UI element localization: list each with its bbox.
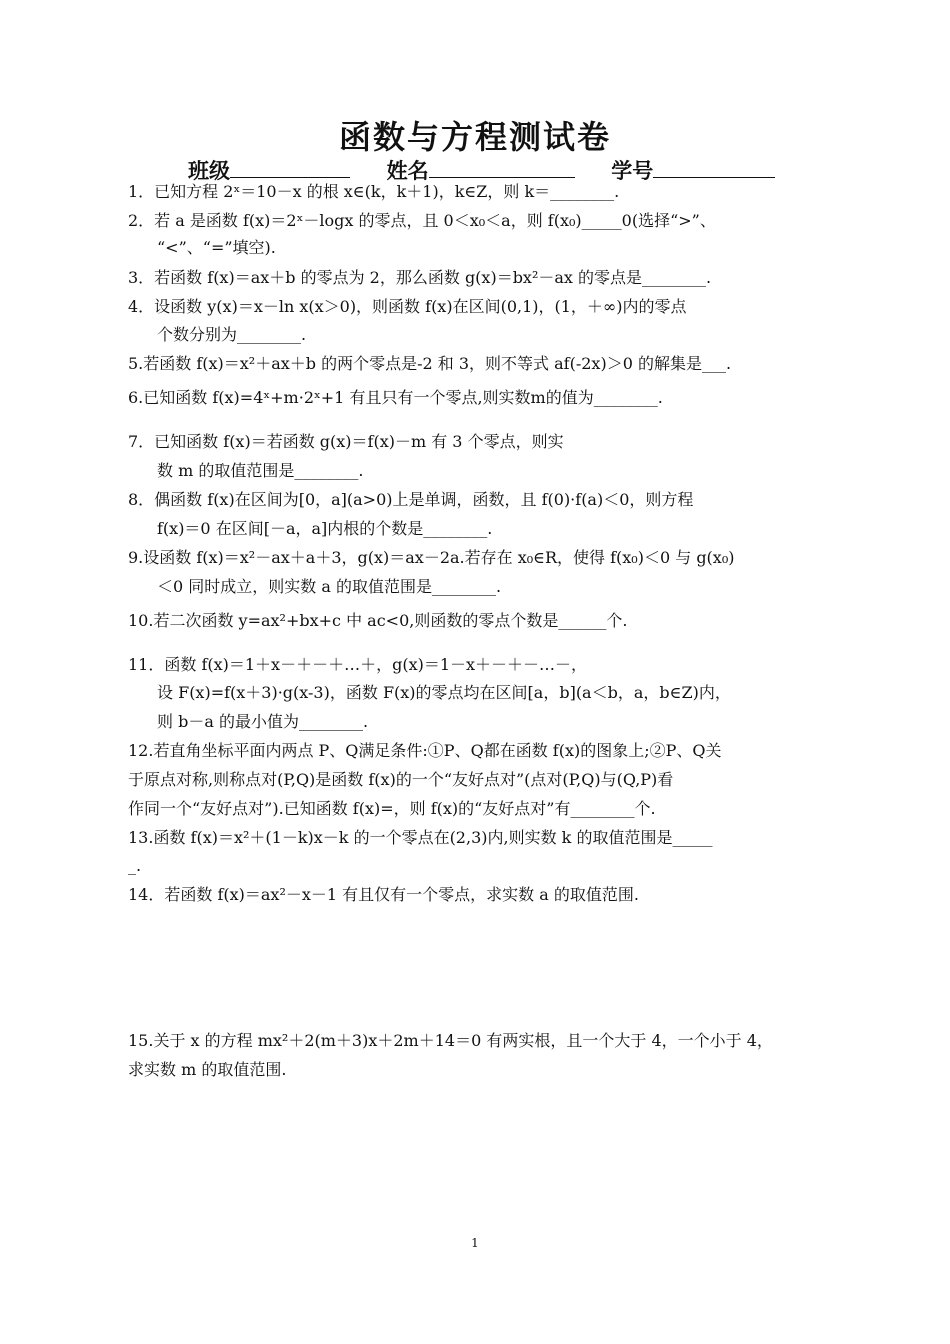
- id-label: 学号: [611, 159, 654, 183]
- question-1: 1．已知方程 2ˣ＝10－x 的根 x∈(k，k＋1)，k∈Z，则 k＝________.: [128, 182, 620, 201]
- question-14: 14．若函数 f(x)＝ax²－x－1 有且仅有一个零点，求实数 a 的取值范围.: [128, 885, 639, 904]
- id-blank[interactable]: [653, 157, 775, 178]
- question-3: 3．若函数 f(x)＝ax＋b 的零点为 2，那么函数 g(x)＝bx²－ax 的零点是________.: [128, 268, 712, 287]
- name-blank[interactable]: [429, 157, 575, 178]
- question-7: 7．已知函数 f(x)＝若函数 g(x)＝f(x)－m 有 3 个零点，则实: [128, 432, 564, 451]
- question-8-cont: f(x)＝0 在区间[－a，a]内根的个数是________.: [157, 519, 493, 538]
- question-4-cont: 个数分别为________.: [157, 325, 307, 344]
- question-10: 10.若二次函数 y=ax²+bx+c 中 ac<0,则函数的零点个数是______个.: [128, 611, 628, 630]
- question-8: 8．偶函数 f(x)在区间为[0，a](a>0)上是单调，函数，且 f(0)·f(a)＜0，则方程: [128, 490, 694, 509]
- page-number: 1: [471, 1236, 479, 1250]
- question-11: 11．函数 f(x)＝1＋x－＋－＋…＋，g(x)＝1－x＋－＋－…－，: [128, 655, 588, 674]
- question-5: 5.若函数 f(x)＝x²＋ax＋b 的两个零点是-2 和 3，则不等式 af(-2x)＞0 的解集是___.: [128, 354, 732, 373]
- class-label: 班级: [188, 159, 230, 183]
- name-label: 姓名: [386, 159, 429, 183]
- question-9-cont: ＜0 同时成立，则实数 a 的取值范围是________.: [157, 577, 502, 596]
- question-4: 4．设函数 y(x)＝x－ln x(x＞0)，则函数 f(x)在区间(0,1)，(1，＋∞)内的零点: [128, 297, 687, 316]
- question-11-cont1: 设 F(x)=f(x＋3)·g(x-3)，函数 F(x)的零点均在区间[a，b](a＜b，a，b∈Z)内，: [157, 683, 731, 702]
- question-12: 12.若直角坐标平面内两点 P、Q满足条件:①P、Q都在函数 f(x)的图象上;②P、Q关: [128, 741, 722, 760]
- question-13-cont: _.: [128, 856, 142, 875]
- page-title: 函数与方程测试卷: [338, 118, 611, 156]
- question-7-cont: 数 m 的取值范围是________.: [157, 461, 364, 480]
- question-15-cont: 求实数 m 的取值范围.: [128, 1060, 287, 1079]
- question-6: 6.已知函数 f(x)=4ˣ+m·2ˣ+1 有且只有一个零点,则实数m的值为________.: [128, 388, 663, 407]
- question-2-cont: “<”、“=”填空).: [157, 238, 276, 257]
- class-blank[interactable]: [230, 157, 350, 178]
- question-11-cont2: 则 b－a 的最小值为________.: [157, 712, 369, 731]
- question-15: 15.关于 x 的方程 mx²＋2(m＋3)x＋2m＋14＝0 有两实根，且一个大于 4，一个小于 4，: [128, 1031, 773, 1050]
- question-13: 13.函数 f(x)＝x²＋(1－k)x－k 的一个零点在(2,3)内,则实数 k 的取值范围是_____: [128, 828, 713, 847]
- question-12-cont1: 于原点对称,则称点对(P,Q)是函数 f(x)的一个“友好点对”(点对(P,Q)与(Q,P)看: [128, 770, 674, 789]
- question-2: 2．若 a 是函数 f(x)＝2ˣ－logx 的零点，且 0＜x₀＜a，则 f(x₀)_____0(选择“>”、: [128, 211, 716, 230]
- student-info-row: [188, 155, 775, 185]
- question-12-cont2: 作同一个“友好点对”).已知函数 f(x)=，则 f(x)的“友好点对”有________个.: [128, 799, 656, 818]
- question-9: 9.设函数 f(x)＝x²－ax＋a＋3，g(x)＝ax－2a.若存在 x₀∈R，使得 f(x₀)＜0 与 g(x₀): [128, 548, 735, 567]
